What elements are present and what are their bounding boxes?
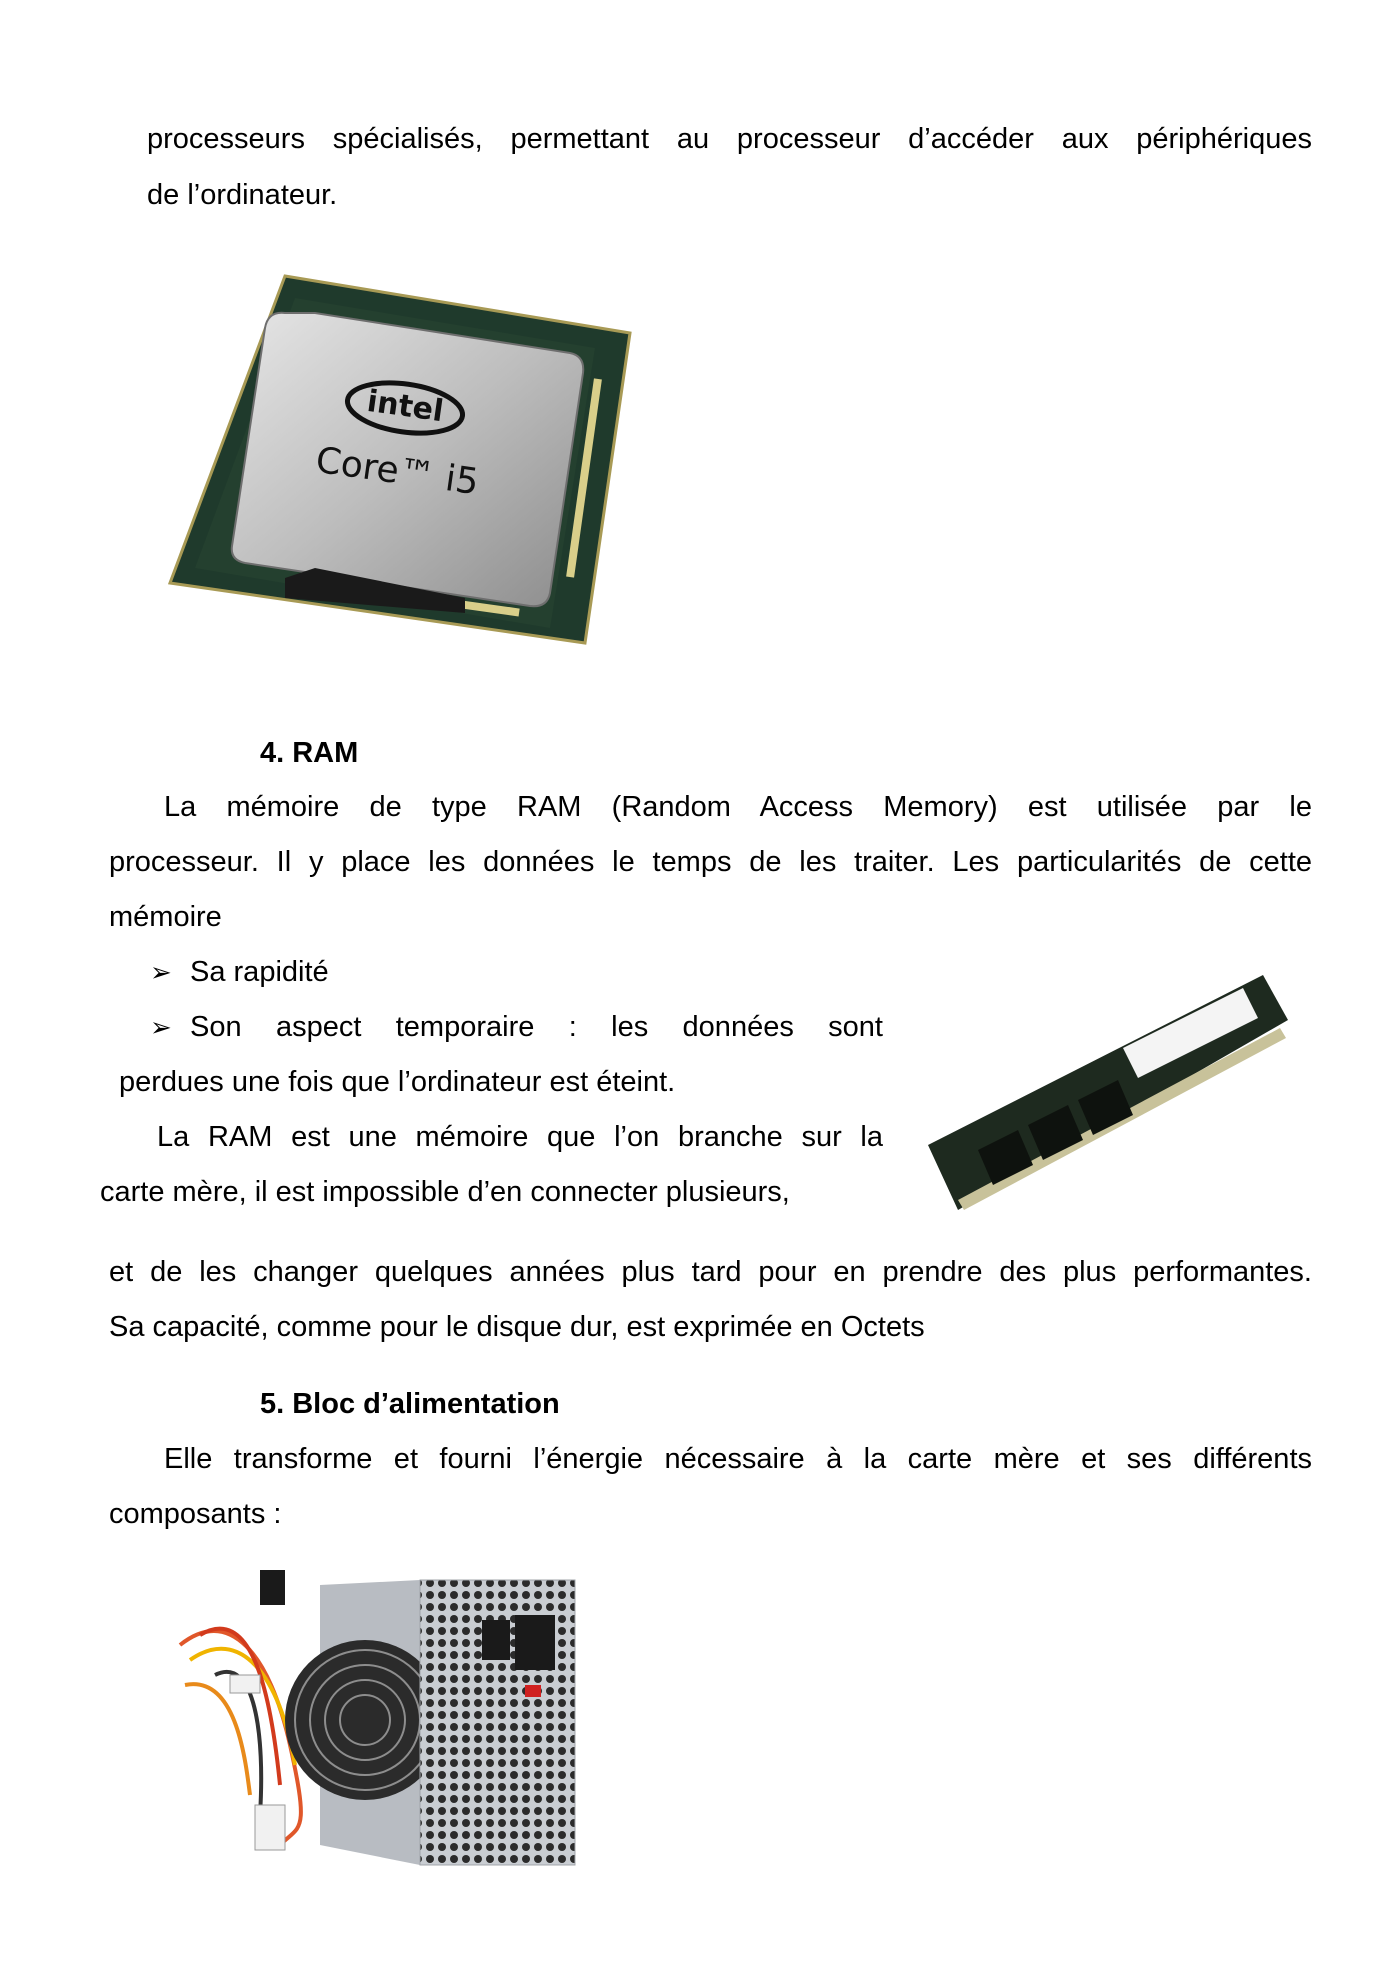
section-5-para-line-1: Elle transforme et fourni l’énergie nécessaire à la carte mère et ses différents (164, 1443, 1312, 1475)
section-5-heading: 5. Bloc d’alimentation (260, 1388, 560, 1420)
ram-module-icon (918, 950, 1298, 1230)
section-4-para-2-line-1: La RAM est une mémoire que l’on branche sur la (157, 1121, 883, 1153)
section-4-para-1-line-1: La mémoire de type RAM (Random Access Memory) est utilisée par le (164, 791, 1312, 823)
section-4-para-3-line-1: et de les changer quelques années plus tard pour en prendre des plus performantes. (109, 1256, 1312, 1288)
bullet-item: ➢ Sa rapidité (150, 956, 329, 988)
section-4-para-3-line-2: Sa capacité, comme pour le disque dur, est exprimée en Octets (109, 1311, 925, 1343)
section-5-para-line-2: composants : (109, 1498, 282, 1530)
power-supply-icon (160, 1565, 580, 1875)
intro-line-1: processeurs spécialisés, permettant au processeur d’accéder aux périphériques (147, 123, 1312, 155)
psu-image (160, 1565, 580, 1875)
svg-text:intel: intel (364, 383, 446, 430)
arrowhead-bullet-icon: ➢ (150, 1012, 172, 1042)
bullet-item: ➢ Son aspect temporaire : les données sont (150, 1011, 883, 1043)
section-4-para-2-line-2: carte mère, il est impossible d’en connecter plusieurs, (100, 1176, 790, 1208)
bullet-continuation: perdues une fois que l’ordinateur est éteint. (119, 1066, 676, 1098)
cpu-image (165, 268, 635, 658)
ram-image (918, 950, 1298, 1230)
svg-text:Core™ i5: Core™ i5 (313, 439, 482, 504)
cpu-chip-icon (165, 268, 635, 658)
intro-line-2: de l’ordinateur. (147, 179, 338, 211)
section-4-para-1-line-2: processeur. Il y place les données le temps de les traiter. Les particularités de cette (109, 846, 1312, 878)
section-4-para-1-line-3: mémoire (109, 901, 222, 933)
section-4-heading: 4. RAM (260, 737, 359, 769)
arrowhead-bullet-icon: ➢ (150, 957, 172, 987)
